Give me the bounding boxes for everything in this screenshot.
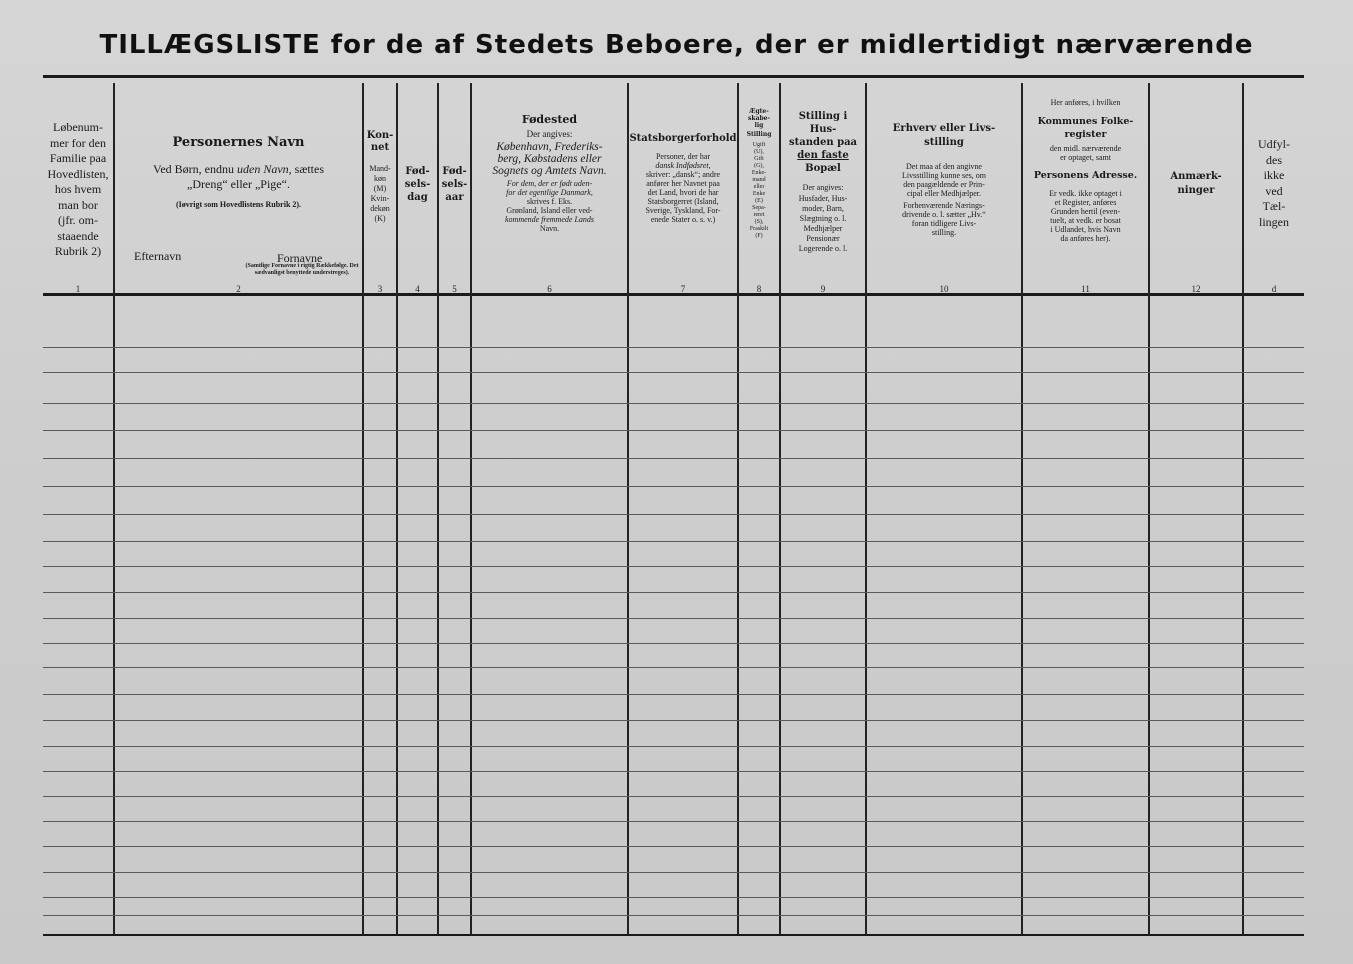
col11-heading: register	[1064, 129, 1107, 140]
col11-line: Er vedk. ikke optaget i	[1049, 189, 1122, 198]
entry-row-rule	[43, 667, 1304, 668]
col6-line: Grønland, Island eller ved-	[506, 206, 593, 215]
header-col-4	[398, 165, 437, 365]
col13-line: Tæl-	[1262, 199, 1286, 213]
col3-heading: Kon-	[366, 130, 394, 141]
entry-row-rule	[43, 915, 1304, 916]
col8-line: Sepa-	[752, 205, 766, 211]
col10-heading: Erhverv eller Livs-	[892, 123, 996, 134]
column-number: 5	[452, 284, 457, 294]
column-number: 7	[680, 284, 686, 294]
col10-line: stilling.	[931, 228, 957, 237]
col3-line: (M)	[373, 184, 387, 193]
col9-line: Logerende o. l.	[798, 244, 848, 253]
col8-line: Fraskilt	[749, 226, 769, 232]
entry-row-rule	[43, 592, 1304, 593]
col8-heading: Stilling	[746, 131, 772, 138]
col9-line: Husfader, Hus-	[798, 194, 848, 203]
col2-line3: (Iøvrigt som Hovedlistens Rubrik 2).	[175, 200, 302, 209]
col6-sub: Der angives:	[526, 129, 573, 139]
col12-heading: Anmærk-	[1170, 171, 1222, 182]
col10-line: Livsstilling kunne ses, om	[902, 171, 986, 180]
col11-line: Grunden hertil (even-	[1050, 207, 1121, 216]
column-number: 3	[377, 284, 383, 294]
col2-line1-italic: uden Navn,	[237, 162, 292, 176]
entry-row-rule	[43, 430, 1304, 431]
entry-row-rule	[43, 486, 1304, 487]
col7-line: Sverige, Tyskland, For-	[645, 206, 721, 215]
col5-heading: sels-	[441, 179, 468, 190]
column-number: 9	[820, 284, 826, 294]
col5-heading: Fød-	[442, 166, 467, 177]
col2-line	[153, 162, 324, 177]
col7-line: dansk Indfødsret,	[655, 161, 711, 170]
column-number: 4	[415, 284, 420, 294]
col11-line: tuelt, at vedk. er bosat	[1050, 216, 1121, 225]
col3-line: Mand-	[369, 164, 391, 173]
col1-line: hos hvem	[54, 182, 102, 196]
col7-line: enede Stater o. s. v.)	[650, 215, 716, 224]
col11-heading2: Personens Adresse.	[1033, 170, 1138, 181]
entry-row-rule	[43, 897, 1304, 898]
column-number: d	[1271, 284, 1277, 294]
col9-heading: Stilling i Hus-	[798, 111, 848, 135]
col8-heading: skabe-	[748, 115, 770, 122]
column-number: 11	[1081, 284, 1090, 294]
col8-line: Ugift	[752, 142, 766, 148]
col10-line: den paagældende er Prin-	[903, 180, 985, 189]
entry-row-rule	[43, 872, 1304, 873]
col11-line: er optaget, samt	[1060, 153, 1111, 162]
col7-line: det Land, hvori de har	[647, 188, 719, 197]
col9-line: Pensionær	[806, 234, 840, 243]
col9-heading: Bopæl	[805, 163, 841, 174]
col10-line: cipal eller Medhjælper.	[907, 189, 981, 198]
col7-line: Personer, der har	[655, 152, 711, 161]
col1-line: Rubrik 2)	[54, 244, 102, 258]
entry-row-rule	[43, 821, 1304, 822]
col8-line: eller	[753, 184, 765, 190]
col13-line: lingen	[1259, 214, 1289, 229]
entry-row-rule	[43, 566, 1304, 567]
header-col-11	[1023, 98, 1148, 298]
col11-line: et Register, anføres	[1054, 198, 1117, 207]
col4-heading: sels-	[404, 179, 431, 190]
entry-row-rule	[43, 846, 1304, 847]
bottom-rule	[43, 934, 1304, 936]
header-col-5	[439, 165, 470, 365]
col8-heading: Ægte-	[749, 108, 769, 115]
col1-line: staaende	[57, 228, 99, 243]
entry-row-rule	[43, 694, 1304, 695]
entry-row-rule	[43, 514, 1304, 515]
col9-line: moder, Barn,	[802, 204, 844, 213]
entry-row-rule	[43, 403, 1304, 404]
entry-row-rule	[43, 720, 1304, 721]
col3-line: (K)	[374, 214, 386, 223]
col9-heading: standen paa	[788, 137, 858, 148]
col2-line2: „Dreng“ eller „Pige“.	[187, 177, 290, 191]
col9-heading: den faste	[797, 150, 849, 161]
col7-line: Statsborgerret (Island,	[647, 197, 719, 206]
col13-line: des	[1266, 152, 1282, 167]
column-number: 1	[75, 284, 81, 294]
top-rule	[43, 75, 1304, 78]
col8-line: (U),	[754, 149, 764, 155]
col6-line: for det egentlige Danmark,	[506, 188, 593, 197]
entry-row-rule	[43, 796, 1304, 797]
entry-row-rule	[43, 347, 1304, 348]
col6-line: berg, Købstadens eller	[497, 153, 602, 165]
col9-line: Medhjælper	[803, 224, 843, 233]
header-col-9	[781, 110, 865, 310]
col1-line: Hovedlisten,	[47, 166, 109, 181]
col1-line: (jfr. om-	[58, 213, 98, 227]
col7-line: skriver: „dansk“; andre	[645, 170, 721, 179]
col13-line: ved	[1265, 183, 1283, 198]
entry-row-rule	[43, 771, 1304, 772]
col3-line: dekøn	[370, 204, 390, 213]
header-col-3	[364, 130, 396, 330]
col10-heading: stilling	[924, 137, 964, 148]
col11-line: da anføres her).	[1060, 234, 1111, 243]
entry-row-rule	[43, 643, 1304, 644]
col3-line: køn	[374, 174, 386, 183]
col7-heading: Statsborgerforhold	[629, 133, 737, 144]
form-title: TILLÆGSLISTE for de af Stedets Beboere, der er midlertidigt nærværende	[99, 30, 1254, 60]
col1-line: Familie paa	[49, 151, 107, 165]
col8-line: (G),	[754, 163, 764, 169]
col8-line: Gift	[754, 156, 764, 162]
col6-line: skrives f. Eks.	[526, 197, 573, 206]
header-col-2	[115, 135, 362, 335]
entry-row-rule	[43, 746, 1304, 747]
col4-heading: Fød-	[405, 166, 430, 177]
col2-heading: Personernes Navn	[172, 135, 305, 150]
column-number: 12	[1191, 284, 1201, 294]
entry-row-rule	[43, 618, 1304, 619]
entry-row-rule	[43, 458, 1304, 459]
col9-line: Slægtning o. l.	[799, 214, 847, 223]
col1-line: man bor	[58, 197, 98, 212]
header-col-7	[629, 133, 737, 333]
col8-line: (E)	[755, 198, 763, 204]
column-number: 2	[236, 284, 241, 294]
col2-fornavne: Fornavne	[277, 251, 323, 265]
header-col-12	[1150, 170, 1242, 370]
col6-line: For dem, der er født uden-	[506, 179, 593, 188]
col2-fornavne-note: (Samtlige Fornavne i rigtig Rækkefølge. Det sædvanligst benyttede understreges).	[245, 263, 359, 276]
header-col-13	[1244, 137, 1304, 337]
col2-line1-a: Ved Børn, endnu	[153, 162, 234, 176]
col11-line: den midl. nærværende	[1049, 144, 1122, 153]
col2-line1-end: sættes	[294, 162, 324, 176]
col6-line: Sognets og Amtets Navn.	[492, 165, 607, 177]
col10-line: Forhenværende Nærings-	[903, 201, 985, 210]
col8-line: mand	[752, 177, 766, 183]
col6-line: Navn.	[539, 224, 560, 233]
col13-line: Udfyl-	[1258, 137, 1290, 151]
col8-line: Enke	[752, 191, 766, 197]
col1-line: mer for den	[50, 135, 106, 150]
col11-top: Her anføres, i hvilken	[1050, 98, 1121, 107]
col11-heading: Kommunes Folke-	[1037, 116, 1134, 127]
col12-heading: ninger	[1177, 185, 1215, 196]
col8-line: Enke-	[751, 170, 767, 176]
col3-heading: net	[370, 142, 390, 153]
entry-row-rule	[43, 541, 1304, 542]
col6-line: kommende fremmede Lands	[504, 215, 594, 224]
header-col-8	[739, 108, 779, 308]
col1-line: Løbenum-	[53, 120, 103, 134]
col13-line: ikke	[1263, 168, 1285, 182]
col3-line: Kvin-	[370, 194, 390, 203]
col8-line: reret	[753, 212, 765, 218]
col4-heading: dag	[407, 192, 428, 203]
col8-heading: lig	[754, 122, 764, 129]
column-number: 10	[939, 284, 949, 294]
col7-line: anfører her Navnet paa	[646, 179, 720, 188]
col10-line: foran tidligere Livs-	[911, 219, 977, 228]
entry-row-rule	[43, 372, 1304, 373]
column-number: 6	[547, 284, 552, 294]
col10-line: drivende o. l. sætter „Hv.“	[902, 210, 986, 219]
col8-line: (S),	[754, 219, 764, 225]
col6-heading: Fødested	[521, 113, 578, 126]
col6-line: København, Frederiks-	[496, 141, 603, 153]
col5-heading: aar	[445, 192, 464, 203]
col11-line: i Udlandet, hvis Navn	[1050, 225, 1121, 234]
col2-efternavn: Efternavn	[134, 249, 182, 263]
header-col-6	[472, 113, 627, 313]
col10-line: Det maa af den angivne	[906, 162, 982, 171]
column-number: 8	[756, 284, 762, 294]
col9-sub: Der angives:	[802, 183, 844, 192]
col8-line: (F)	[755, 233, 763, 239]
